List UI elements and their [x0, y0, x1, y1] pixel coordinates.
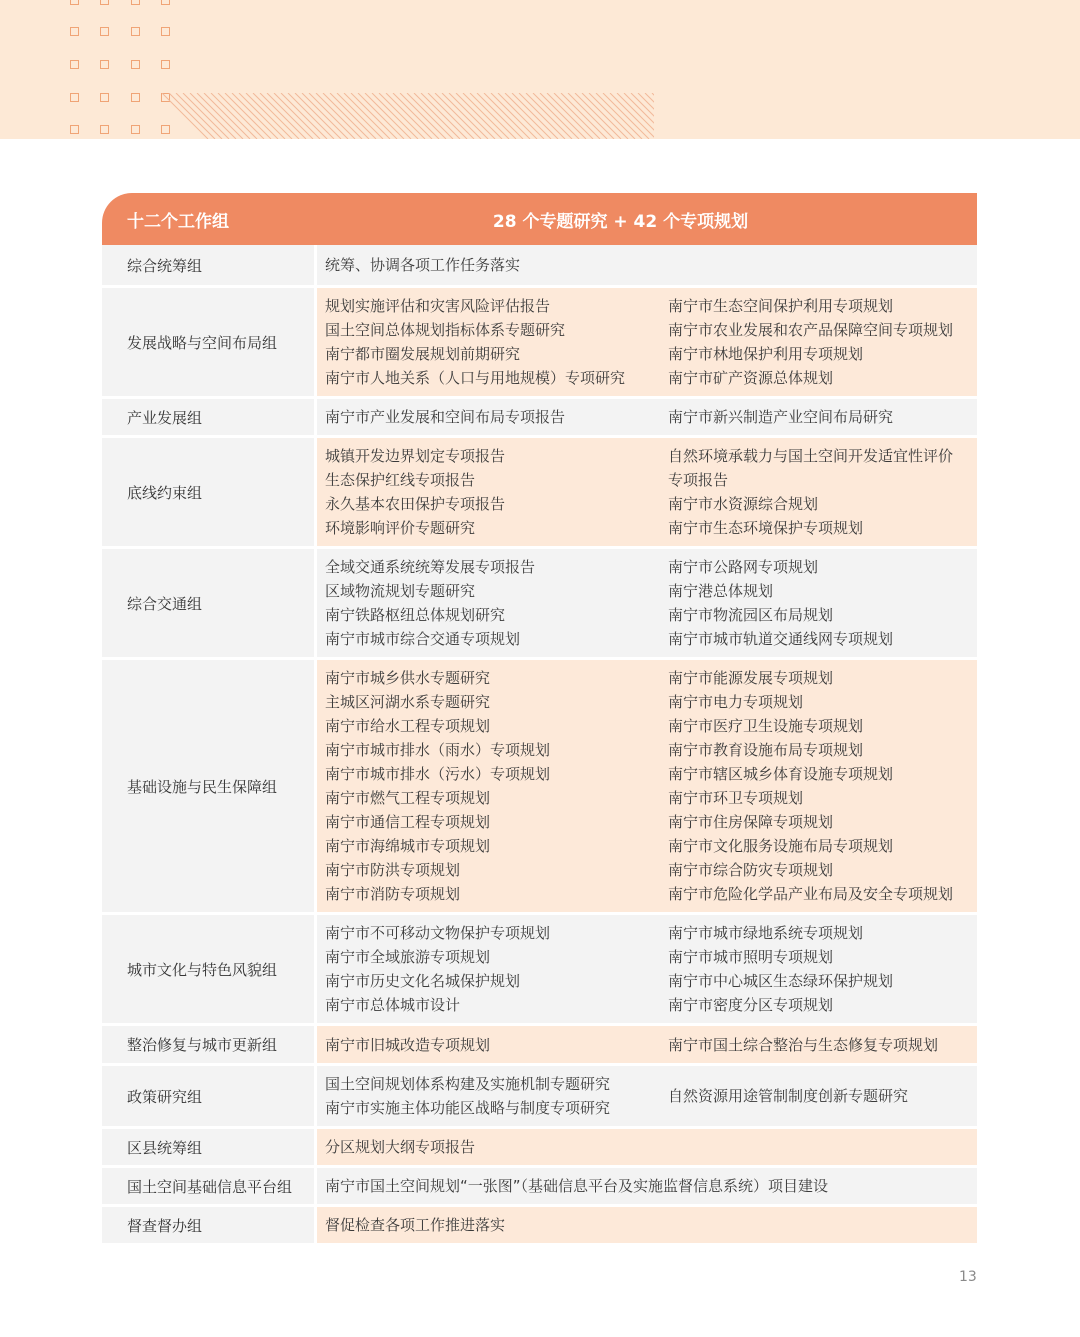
dot-3-0 [70, 93, 79, 102]
hatch-line [491, 93, 537, 139]
hatch-line [253, 93, 299, 139]
list-item: 南宁市医疗卫生设施专项规划 [668, 717, 864, 735]
list-item: 南宁市产业发展和空间布局专项报告 [325, 408, 566, 426]
header-research-plans: 28 个专题研究 + 42 个专项规划 [492, 211, 749, 232]
dot-2-2 [131, 60, 140, 69]
hatch-line [323, 93, 369, 139]
hatch-line [302, 93, 348, 139]
dot-0-1 [100, 0, 109, 5]
right-column [668, 921, 969, 1017]
list-item: 南宁市住房保障专项规划 [668, 813, 834, 831]
list-item: 主城区河湖水系专题研究 [325, 693, 491, 711]
dot-0-2 [131, 0, 140, 5]
hatch-line [589, 93, 635, 139]
right-column [668, 294, 969, 390]
list-item: 南宁市人地关系（人口与用地规模）专项研究 [325, 369, 626, 387]
list-item: 南宁市水资源综合规划 [668, 495, 819, 513]
hatch-line [183, 93, 229, 139]
hatch-line [400, 93, 446, 139]
hatch-line [316, 93, 362, 139]
hatch-line [190, 93, 236, 139]
hatch-line [218, 93, 264, 139]
dot-4-0 [70, 125, 79, 134]
hatch-line [239, 93, 285, 139]
left-column [325, 1033, 668, 1057]
list-item: 南宁市城市照明专项规划 [668, 948, 834, 966]
list-item: 南宁市危险化学品产业布局及安全专项规划 [668, 885, 954, 903]
group-name: 综合统筹组 [102, 245, 314, 285]
hatch-line [225, 93, 271, 139]
dot-1-3 [161, 27, 170, 36]
table-row [102, 1066, 977, 1126]
hatch-line [596, 93, 642, 139]
left-column [325, 666, 668, 906]
hatch-line [519, 93, 565, 139]
right-column [668, 1084, 969, 1108]
group-name: 区县统筹组 [102, 1129, 314, 1165]
list-item: 南宁市辖区城乡体育设施专项规划 [668, 765, 894, 783]
group-items [317, 288, 977, 396]
dot-4-1 [100, 125, 109, 134]
hatch-line [512, 93, 558, 139]
hatch-line [533, 93, 579, 139]
group-name: 整治修复与城市更新组 [102, 1026, 314, 1063]
hatch-line [337, 93, 383, 139]
list-item: 规划实施评估和灾害风险评估报告 [325, 297, 551, 315]
list-item: 南宁市城市排水（污水）专项规划 [325, 765, 551, 783]
hatch-line [267, 93, 313, 139]
hatch-line [505, 93, 551, 139]
hatch-line [484, 93, 530, 139]
hatch-line [393, 93, 439, 139]
page-number: 13 [959, 1269, 977, 1285]
list-item: 城镇开发边界划定专项报告 [325, 447, 506, 465]
left-column [325, 405, 668, 429]
list-item: 南宁市中心城区生态绿环保护规划 [668, 972, 894, 990]
list-item: 南宁市通信工程专项规划 [325, 813, 491, 831]
hatch-line [197, 93, 243, 139]
table-row [102, 245, 977, 285]
dot-1-1 [100, 27, 109, 36]
list-item: 南宁市给水工程专项规划 [325, 717, 491, 735]
list-item: 南宁市教育设施布局专项规划 [668, 741, 864, 759]
dot-4-2 [131, 125, 140, 134]
list-item: 生态保护红线专项报告 [325, 471, 476, 489]
list-item: 南宁市物流园区布局规划 [668, 606, 834, 624]
hatch-line [351, 93, 397, 139]
list-item: 南宁市城市综合交通专项规划 [325, 630, 521, 648]
group-name: 基础设施与民生保障组 [102, 660, 314, 912]
group-items [317, 1129, 977, 1165]
hatch-line [477, 93, 523, 139]
group-items [317, 438, 977, 546]
list-item: 南宁市总体城市设计 [325, 996, 461, 1014]
hatch-line [281, 93, 327, 139]
list-item: 南宁市综合防灾专项规划 [668, 861, 834, 879]
left-column [325, 1072, 668, 1120]
group-name: 底线约束组 [102, 438, 314, 546]
group-name: 产业发展组 [102, 399, 314, 435]
hatch-line [540, 93, 586, 139]
hatch-line [176, 93, 222, 139]
hatch-line [344, 93, 390, 139]
list-item: 南宁市电力专项规划 [668, 693, 804, 711]
list-item: 国土空间规划体系构建及实施机制专题研究 [325, 1075, 611, 1093]
dot-1-2 [131, 27, 140, 36]
group-items [317, 1168, 977, 1204]
dot-1-0 [70, 27, 79, 36]
hatch-line [547, 93, 593, 139]
hatch-line [603, 93, 649, 139]
list-item: 南宁市国土综合整治与生态修复专项规划 [668, 1035, 939, 1054]
table-header [102, 193, 977, 245]
table-row [102, 438, 977, 546]
hatch-line [498, 93, 544, 139]
hatch-line [260, 93, 306, 139]
hatch-line [526, 93, 572, 139]
hatch-line [162, 93, 208, 139]
hatch-line [169, 93, 215, 139]
list-item: 南宁市文化服务设施布局专项规划 [668, 837, 894, 855]
list-item: 南宁市林地保护利用专项规划 [668, 345, 864, 363]
table-row [102, 399, 977, 435]
left-column [325, 1135, 969, 1159]
list-item: 南宁市城市绿地系统专项规划 [668, 924, 864, 942]
list-item: 南宁都市圈发展规划前期研究 [325, 345, 521, 363]
right-column [668, 405, 969, 429]
hatch-line [379, 93, 425, 139]
hatch-line [456, 93, 502, 139]
hatch-line [575, 93, 621, 139]
hatch-line [561, 93, 607, 139]
table-row [102, 1026, 977, 1063]
list-item: 自然环境承载力与国土空间开发适宜性评价 [668, 447, 954, 465]
decorative-header-band [0, 0, 1080, 139]
hatch-line [421, 93, 467, 139]
dot-0-0 [70, 0, 79, 5]
hatch-line [435, 93, 481, 139]
hatch-line [309, 93, 355, 139]
table-row [102, 549, 977, 657]
right-column [668, 666, 969, 906]
list-item: 南宁市海绵城市专项规划 [325, 837, 491, 855]
list-item: 南宁市消防专项规划 [325, 885, 461, 903]
header-work-groups: 十二个工作组 [127, 211, 229, 232]
hatch-line [288, 93, 334, 139]
left-column [325, 1174, 969, 1198]
dot-0-3 [161, 0, 170, 5]
table-row [102, 915, 977, 1023]
list-item: 自然资源用途管制制度创新专题研究 [668, 1087, 909, 1105]
group-name: 督查督办组 [102, 1207, 314, 1243]
hatch-line [582, 93, 628, 139]
list-item: 南宁市生态空间保护利用专项规划 [668, 297, 894, 315]
list-item: 南宁市公路网专项规划 [668, 558, 819, 576]
list-item: 南宁市不可移动文物保护专项规划 [325, 924, 551, 942]
dot-3-2 [131, 93, 140, 102]
hatch-line [330, 93, 376, 139]
table-row [102, 288, 977, 396]
table-row [102, 1129, 977, 1165]
dot-2-0 [70, 60, 79, 69]
left-column [325, 1213, 969, 1237]
group-items [317, 915, 977, 1023]
list-item: 统筹、协调各项工作任务落实 [325, 256, 521, 274]
left-column [325, 294, 668, 390]
list-item: 南宁市燃气工程专项规划 [325, 789, 491, 807]
group-name: 国土空间基础信息平台组 [102, 1168, 314, 1204]
list-item: 南宁铁路枢纽总体规划研究 [325, 606, 506, 624]
list-item: 南宁市密度分区专项规划 [668, 996, 834, 1014]
group-items [317, 1026, 977, 1063]
hatch-line [372, 93, 418, 139]
table-row [102, 1168, 977, 1204]
list-item: 环境影响评价专题研究 [325, 519, 476, 537]
hatch-line [407, 93, 453, 139]
group-items [317, 1207, 977, 1243]
list-item: 南宁市城市排水（雨水）专项规划 [325, 741, 551, 759]
left-column [325, 921, 668, 1017]
group-items [317, 245, 977, 285]
group-items [317, 660, 977, 912]
list-item: 国土空间总体规划指标体系专题研究 [325, 321, 566, 339]
list-item: 南宁港总体规划 [668, 582, 774, 600]
left-column [325, 253, 969, 277]
hatch-line [470, 93, 516, 139]
list-item: 分区规划大纲专项报告 [325, 1138, 476, 1156]
group-name: 城市文化与特色风貌组 [102, 915, 314, 1023]
hatch-line [246, 93, 292, 139]
table-row [102, 660, 977, 912]
hatch-line [204, 93, 250, 139]
group-name: 政策研究组 [102, 1066, 314, 1126]
list-item: 南宁市国土空间规划“一张图”（基础信息平台及实施监督信息系统）项目建设 [325, 1177, 829, 1195]
hatch-line [428, 93, 474, 139]
table-body [102, 245, 977, 1243]
hatch-line [463, 93, 509, 139]
hatch-line [365, 93, 411, 139]
list-item: 永久基本农田保护专项报告 [325, 495, 506, 513]
hatch-line [358, 93, 404, 139]
list-item: 督促检查各项工作推进落实 [325, 1216, 506, 1234]
list-item: 南宁市实施主体功能区战略与制度专项研究 [325, 1099, 611, 1117]
list-item: 南宁市生态环境保护专项规划 [668, 519, 864, 537]
hatch-line [232, 93, 278, 139]
right-column [668, 444, 969, 540]
list-item: 南宁市农业发展和农产品保障空间专项规划 [668, 321, 954, 339]
hatch-line [295, 93, 341, 139]
list-item: 区域物流规划专题研究 [325, 582, 476, 600]
list-item: 南宁市城乡供水专题研究 [325, 669, 491, 687]
left-column [325, 444, 668, 540]
dot-2-3 [161, 60, 170, 69]
right-column [668, 1033, 969, 1057]
list-item: 南宁市新兴制造产业空间布局研究 [668, 408, 894, 426]
dot-2-1 [100, 60, 109, 69]
hatch-line [449, 93, 495, 139]
list-item: 南宁市矿产资源总体规划 [668, 369, 834, 387]
hatch-line [386, 93, 432, 139]
hatch-line [414, 93, 460, 139]
hatch-line [211, 93, 257, 139]
list-item: 全域交通系统统筹发展专项报告 [325, 558, 536, 576]
list-item: 南宁市防洪专项规划 [325, 861, 461, 879]
hatch-line [554, 93, 600, 139]
group-items [317, 399, 977, 435]
group-name: 综合交通组 [102, 549, 314, 657]
hatch-line [442, 93, 488, 139]
work-group-table [102, 193, 977, 1243]
hatch-pattern-decoration [162, 93, 654, 139]
group-items [317, 549, 977, 657]
list-item: 专项报告 [668, 471, 729, 489]
list-item: 南宁市全域旅游专项规划 [325, 948, 491, 966]
right-column [668, 555, 969, 651]
list-item: 南宁市旧城改造专项规划 [325, 1035, 491, 1054]
dot-3-1 [100, 93, 109, 102]
list-item: 南宁市历史文化名城保护规划 [325, 972, 521, 990]
list-item: 南宁市能源发展专项规划 [668, 669, 834, 687]
group-items [317, 1066, 977, 1126]
left-column [325, 555, 668, 651]
list-item: 南宁市环卫专项规划 [668, 789, 804, 807]
table-row [102, 1207, 977, 1243]
group-name: 发展战略与空间布局组 [102, 288, 314, 396]
list-item: 南宁市城市轨道交通线网专项规划 [668, 630, 894, 648]
hatch-line [568, 93, 614, 139]
hatch-line [274, 93, 320, 139]
